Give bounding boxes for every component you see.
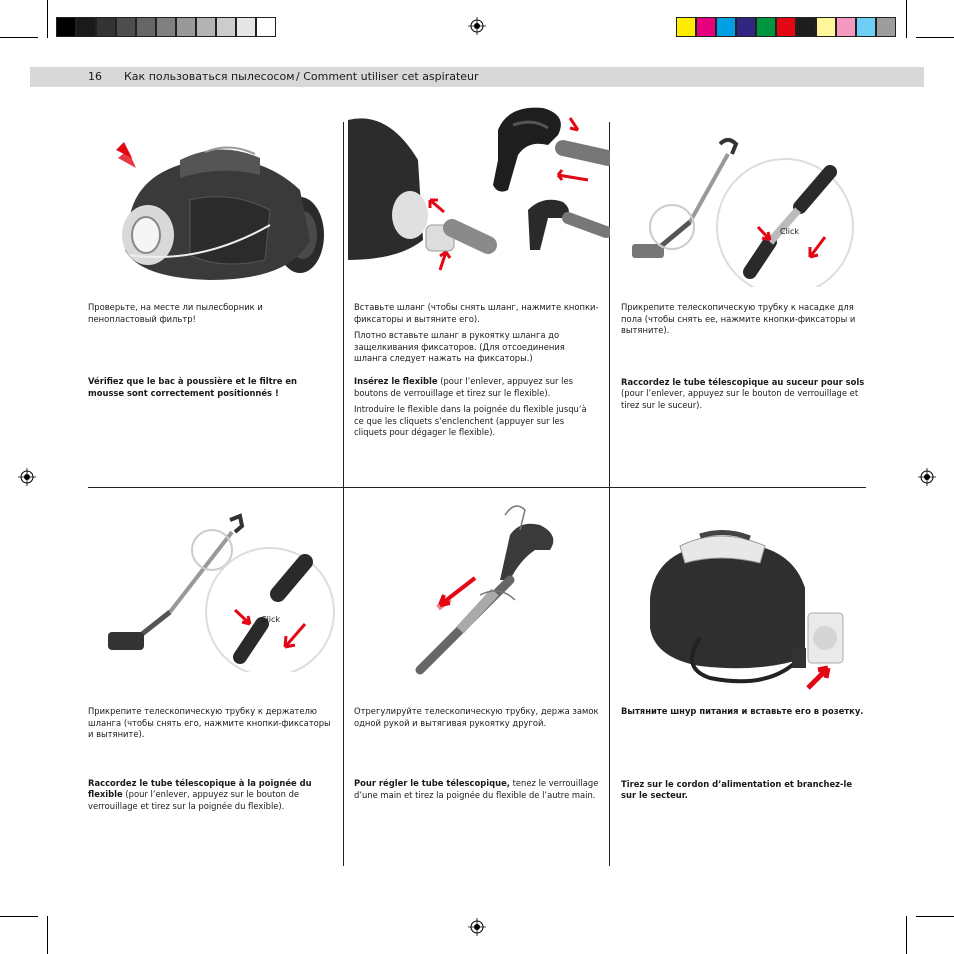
color-swatch xyxy=(816,17,836,37)
page-number: 16 xyxy=(88,70,102,83)
color-swatch xyxy=(236,17,256,37)
page-title-ru: Как пользоваться пылесосом xyxy=(124,70,295,83)
crop-mark xyxy=(906,916,907,954)
color-swatch xyxy=(76,17,96,37)
instruction-cell-3 xyxy=(621,302,866,417)
instruction-fr-bold: Raccordez le tube télescopique à la poignée du flexible xyxy=(88,777,312,800)
instruction-fr-bold: Insérez le flexible xyxy=(354,375,438,386)
crop-mark xyxy=(47,0,48,38)
click-label: Click xyxy=(780,227,800,236)
page-header xyxy=(30,67,924,87)
registration-mark-icon xyxy=(18,468,36,486)
instruction-cell-2 xyxy=(354,302,599,444)
hose-insert-illustration xyxy=(348,100,610,290)
instruction-fr: (pour l’enlever, appuyez sur les boutons de verrouillage et tirez sur le flexible). xyxy=(354,375,573,398)
tube-handle-illustration xyxy=(100,512,335,672)
crop-mark xyxy=(916,37,954,38)
instruction-cell-1 xyxy=(88,302,333,404)
instruction-cell-5 xyxy=(354,706,599,806)
process-color-bar xyxy=(676,17,896,37)
instruction-cell-4 xyxy=(88,706,333,818)
crop-mark xyxy=(0,37,38,38)
grayscale-color-bar xyxy=(56,17,276,37)
color-swatch xyxy=(216,17,236,37)
crop-mark xyxy=(0,916,38,917)
instruction-fr: (pour l’enlever, appuyez sur le bouton de verrouillage et tirez sur le suceur). xyxy=(621,388,859,410)
instruction-fr-bold: Raccordez le tube télescopique au suceur pour sols xyxy=(621,376,865,387)
instruction-ru-bold: Вытяните шнур питания и вставьте его в розетку. xyxy=(621,706,864,716)
color-swatch xyxy=(836,17,856,37)
color-swatch xyxy=(256,17,276,37)
color-swatch xyxy=(176,17,196,37)
row-divider xyxy=(88,487,866,488)
tube-floor-nozzle-illustration xyxy=(620,132,860,287)
color-swatch xyxy=(756,17,776,37)
instruction-fr-bold: Pour régler le tube télescopique, xyxy=(354,778,510,789)
crop-mark xyxy=(906,0,907,38)
color-swatch xyxy=(56,17,76,37)
page-title-fr: / Comment utiliser cet aspirateur xyxy=(296,70,479,83)
instruction-ru: Плотно вставьте шланг в рукоятку шланга до защелкивания фиксаторов. (Для отсоединения шланга следует нажать на фиксаторы.) xyxy=(354,330,565,364)
column-divider xyxy=(343,122,344,866)
instruction-fr: Introduire le flexible dans la poignée du flexible jusqu’à ce que les cliquets s’enclenchent (appuyer sur les cliquets pour dégager le flexible). xyxy=(354,404,587,438)
color-swatch xyxy=(676,17,696,37)
color-swatch xyxy=(856,17,876,37)
color-swatch xyxy=(196,17,216,37)
power-cord-illustration xyxy=(640,528,855,703)
instruction-ru: Вставьте шланг (чтобы снять шланг, нажмите кнопки-фиксаторы и вытяните его). xyxy=(354,302,599,324)
crop-mark xyxy=(916,916,954,917)
color-swatch xyxy=(116,17,136,37)
color-swatch xyxy=(696,17,716,37)
registration-mark-icon xyxy=(918,468,936,486)
color-swatch xyxy=(736,17,756,37)
color-swatch xyxy=(716,17,736,37)
crop-mark xyxy=(47,916,48,954)
click-label: Click xyxy=(261,615,281,624)
instruction-fr-bold: Tirez sur le cordon d’alimentation et branchez-le sur le secteur. xyxy=(621,778,853,801)
color-swatch xyxy=(136,17,156,37)
registration-mark-icon xyxy=(468,918,486,936)
color-swatch xyxy=(796,17,816,37)
instruction-ru: Отрегулируйте телескопическую трубку, держа замок одной рукой и вытягивая рукоятку другой. xyxy=(354,706,599,728)
instruction-ru: Проверьте, на месте ли пылесборник и пенопластовый фильтр! xyxy=(88,302,263,324)
color-swatch xyxy=(776,17,796,37)
instruction-ru: Прикрепите телескопическую трубку к насадке для пола (чтобы снять ее, нажмите кнопки-фиксаторы и вытяните). xyxy=(621,302,856,336)
registration-mark-icon xyxy=(468,17,486,35)
instruction-fr-bold: Vérifiez que le bac à poussière et le filtre en mousse sont correctement positionnés ! xyxy=(88,376,297,398)
color-swatch xyxy=(156,17,176,37)
telescopic-adjust-illustration xyxy=(400,500,600,680)
color-swatch xyxy=(876,17,896,37)
instruction-cell-6 xyxy=(621,706,866,807)
color-swatch xyxy=(96,17,116,37)
instruction-ru: Прикрепите телескопическую трубку к держателю шланга (чтобы снять его, нажмите кнопки-фиксаторы и вытяните). xyxy=(88,706,331,740)
vacuum-dust-bin-illustration xyxy=(110,130,330,290)
instruction-fr: (pour l’enlever, appuyez sur le bouton de verrouillage et tirez sur la poignée du flexible). xyxy=(88,789,300,811)
instruction-fr: tenez le verrouillage d’une main et tirez la poignée du flexible de l’autre main. xyxy=(354,778,599,800)
